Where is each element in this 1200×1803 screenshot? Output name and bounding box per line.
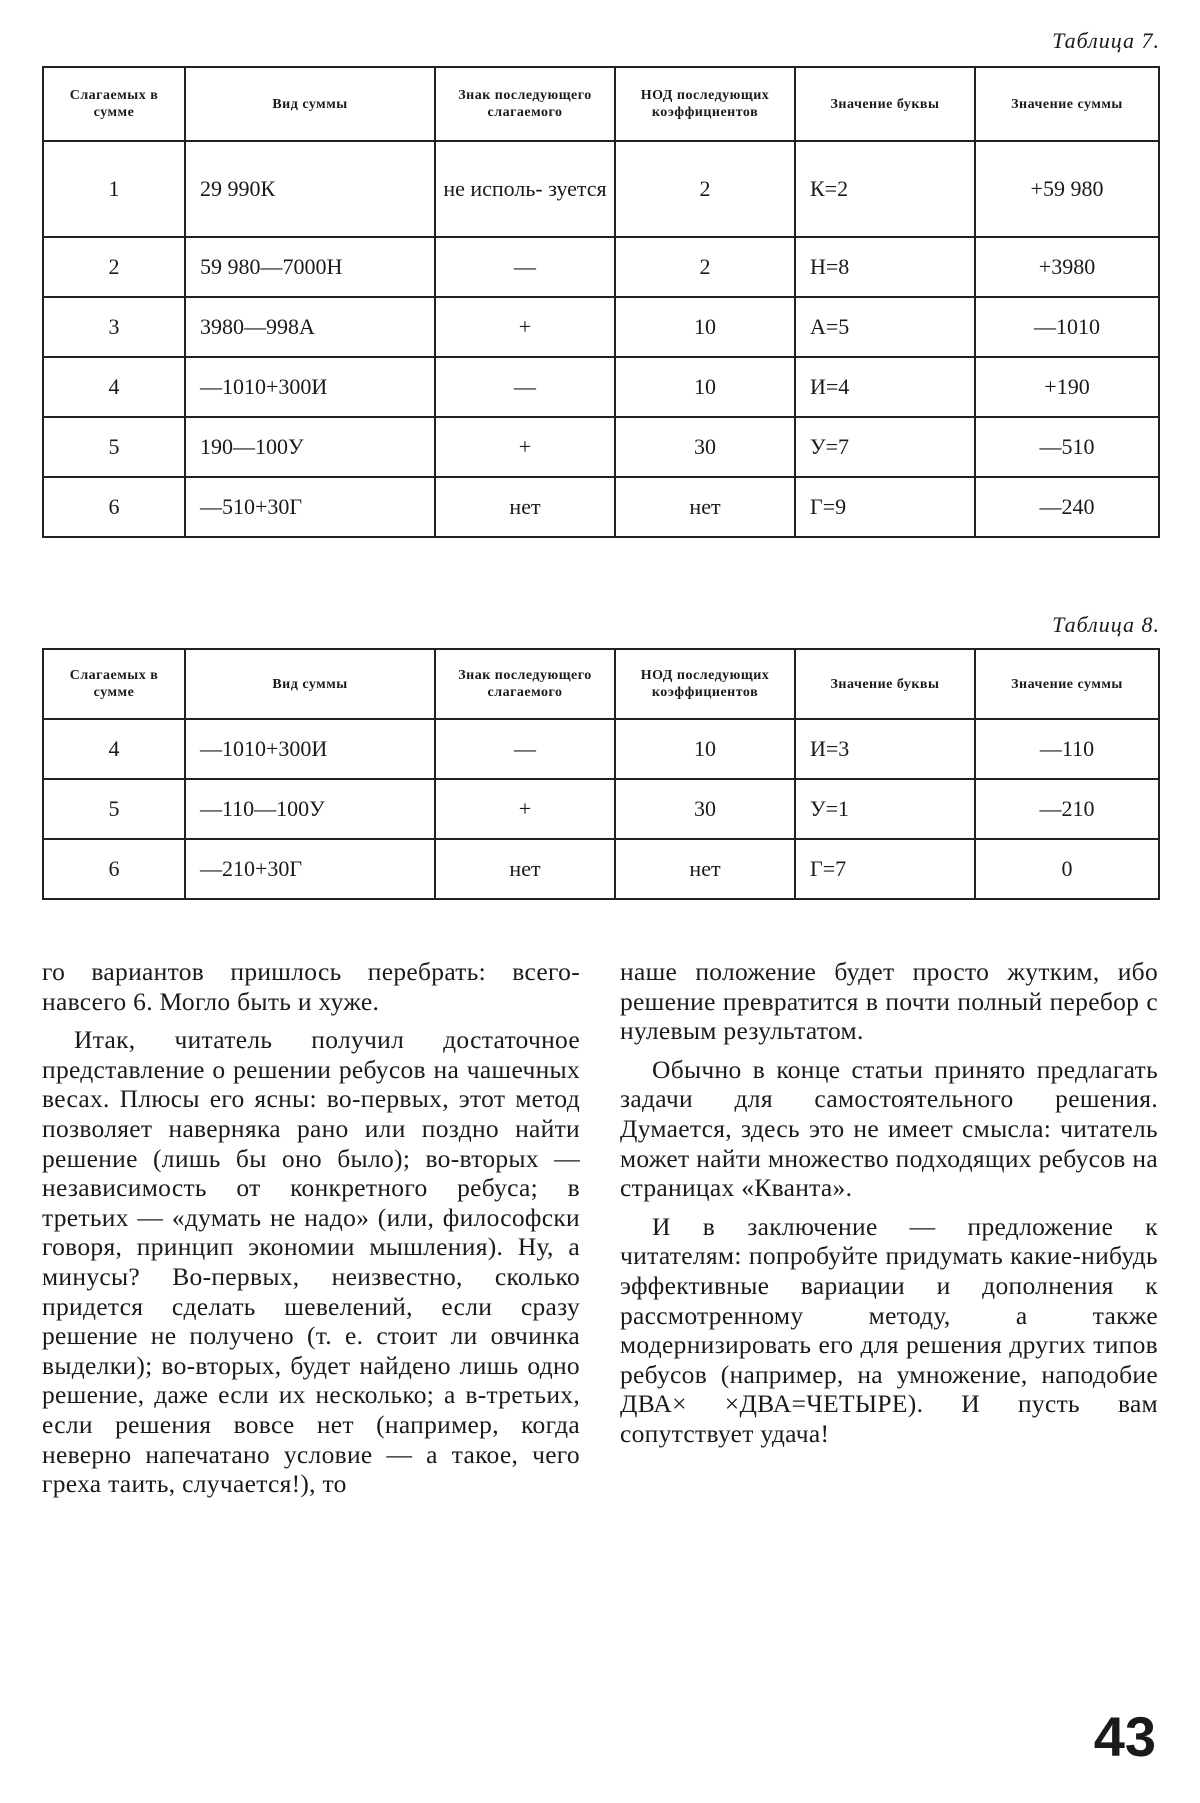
table-cell: — — [435, 237, 615, 297]
table-cell: —210 — [975, 779, 1159, 839]
paragraph: наше положение будет просто жутким, ибо решение превратится в почти полный перебор с нулевым результатом. — [620, 957, 1158, 1046]
table-cell: У=7 — [795, 417, 975, 477]
paragraph: го вариантов пришлось перебрать: всего-навсего 6. Могло быть и хуже. — [42, 957, 580, 1016]
table-cell: А=5 — [795, 297, 975, 357]
table-row — [43, 839, 1159, 899]
right-column — [620, 957, 1158, 1458]
table-row — [43, 719, 1159, 779]
table-cell: 2 — [615, 141, 795, 237]
header-cell: Значение суммы — [975, 649, 1159, 719]
table-cell: 5 — [43, 417, 185, 477]
table-cell: 0 — [975, 839, 1159, 899]
table-cell: 30 — [615, 417, 795, 477]
header-cell: Слагаемых в сумме — [43, 67, 185, 141]
table-cell: 6 — [43, 477, 185, 537]
table-cell: нет — [615, 477, 795, 537]
table-cell: И=4 — [795, 357, 975, 417]
table-cell: + — [435, 417, 615, 477]
header-cell: Знак последующего слагаемого — [435, 649, 615, 719]
header-cell: НОД последующих коэффициентов — [615, 67, 795, 141]
table-row — [43, 237, 1159, 297]
paragraph: И в заключение — предложение к читателям: попробуйте придумать какие-нибудь эффективные вариации и дополнения к рассмотренному методу, а также модернизировать его для решения других типов ребусов (например, на умножение, наподобие ДВА× ×ДВА=ЧЕТЫРЕ). И пусть вам сопутствует удача! — [620, 1211, 1158, 1448]
table7-header-row — [43, 67, 1159, 141]
paragraph: Обычно в конце статьи принято предлагать задачи для самостоятельного решения. Думается, здесь это не имеет смысла: читатель может найти множество подходящих ребусов на страницах «Кванта». — [620, 1054, 1158, 1203]
table7 — [42, 66, 1160, 538]
table-cell: +3980 — [975, 237, 1159, 297]
table-row — [43, 357, 1159, 417]
table-cell: 29 990К — [185, 141, 435, 237]
table-cell: К=2 — [795, 141, 975, 237]
table-cell: —110—100У — [185, 779, 435, 839]
table8 — [42, 648, 1160, 900]
table-cell: 10 — [615, 357, 795, 417]
table-cell: +190 — [975, 357, 1159, 417]
table-cell: 190—100У — [185, 417, 435, 477]
header-cell: НОД последующих коэффициентов — [615, 649, 795, 719]
header-cell: Значение буквы — [795, 67, 975, 141]
header-cell: Вид суммы — [185, 67, 435, 141]
table-cell: —1010+300И — [185, 357, 435, 417]
table-cell: —210+30Г — [185, 839, 435, 899]
table-cell: 2 — [43, 237, 185, 297]
paragraph: Итак, читатель получил достаточное представление о решении ребусов на чашечных весах. Плюсы его ясны: во-первых, этот метод позволяет наверняка рано или поздно найти решение (лишь бы оно было); во-вторых — независимость от конкретного ребуса; в третьих — «думать не надо» (или, философски говоря, принцип экономии мышления). Ну, а минусы? Во-первых, неизвестно, сколько придется сделать шевелений, если сразу решение не получено (т. е. стоит ли овчинка выделки); во-вторых, будет найдено лишь одно решение, даже если их несколько; а в-третьих, если решения вовсе нет (например, когда неверно напечатано условие — а такое, чего греха таить, случается!), то — [42, 1025, 580, 1499]
header-cell: Знак последующего слагаемого — [435, 67, 615, 141]
left-column — [42, 957, 580, 1508]
table-row — [43, 779, 1159, 839]
table-cell: И=3 — [795, 719, 975, 779]
table-row — [43, 477, 1159, 537]
table-cell: У=1 — [795, 779, 975, 839]
table-cell: нет — [435, 839, 615, 899]
table-cell: 59 980—7000Н — [185, 237, 435, 297]
table-cell: 4 — [43, 357, 185, 417]
table-cell: —1010 — [975, 297, 1159, 357]
table-cell: + — [435, 297, 615, 357]
table-cell: —240 — [975, 477, 1159, 537]
page-number: 43 — [1093, 1705, 1156, 1768]
table-cell: 3980—998А — [185, 297, 435, 357]
table-cell: нет — [615, 839, 795, 899]
table-cell: Г=7 — [795, 839, 975, 899]
table-cell: — — [435, 719, 615, 779]
table-cell: + — [435, 779, 615, 839]
table8-header-row — [43, 649, 1159, 719]
table-cell: 2 — [615, 237, 795, 297]
table-cell: —1010+300И — [185, 719, 435, 779]
table-cell: не исполь- зуется — [435, 141, 615, 237]
table-row — [43, 297, 1159, 357]
table-cell: 10 — [615, 719, 795, 779]
table7-caption: Таблица 7. — [1052, 28, 1160, 53]
table-cell: 6 — [43, 839, 185, 899]
table-cell: 30 — [615, 779, 795, 839]
table-cell: +59 980 — [975, 141, 1159, 237]
table-cell: нет — [435, 477, 615, 537]
table-row — [43, 417, 1159, 477]
header-cell: Значение буквы — [795, 649, 975, 719]
header-cell: Значение суммы — [975, 67, 1159, 141]
table-cell: 4 — [43, 719, 185, 779]
table-cell: —510 — [975, 417, 1159, 477]
table-cell: —110 — [975, 719, 1159, 779]
table-row — [43, 141, 1159, 237]
header-cell: Слагаемых в сумме — [43, 649, 185, 719]
table-cell: Г=9 — [795, 477, 975, 537]
table-cell: —510+30Г — [185, 477, 435, 537]
table-cell: 1 — [43, 141, 185, 237]
table-cell: — — [435, 357, 615, 417]
table-cell: 3 — [43, 297, 185, 357]
table-cell: 5 — [43, 779, 185, 839]
table-cell: 10 — [615, 297, 795, 357]
table-cell: Н=8 — [795, 237, 975, 297]
table8-caption: Таблица 8. — [1052, 612, 1160, 637]
header-cell: Вид суммы — [185, 649, 435, 719]
